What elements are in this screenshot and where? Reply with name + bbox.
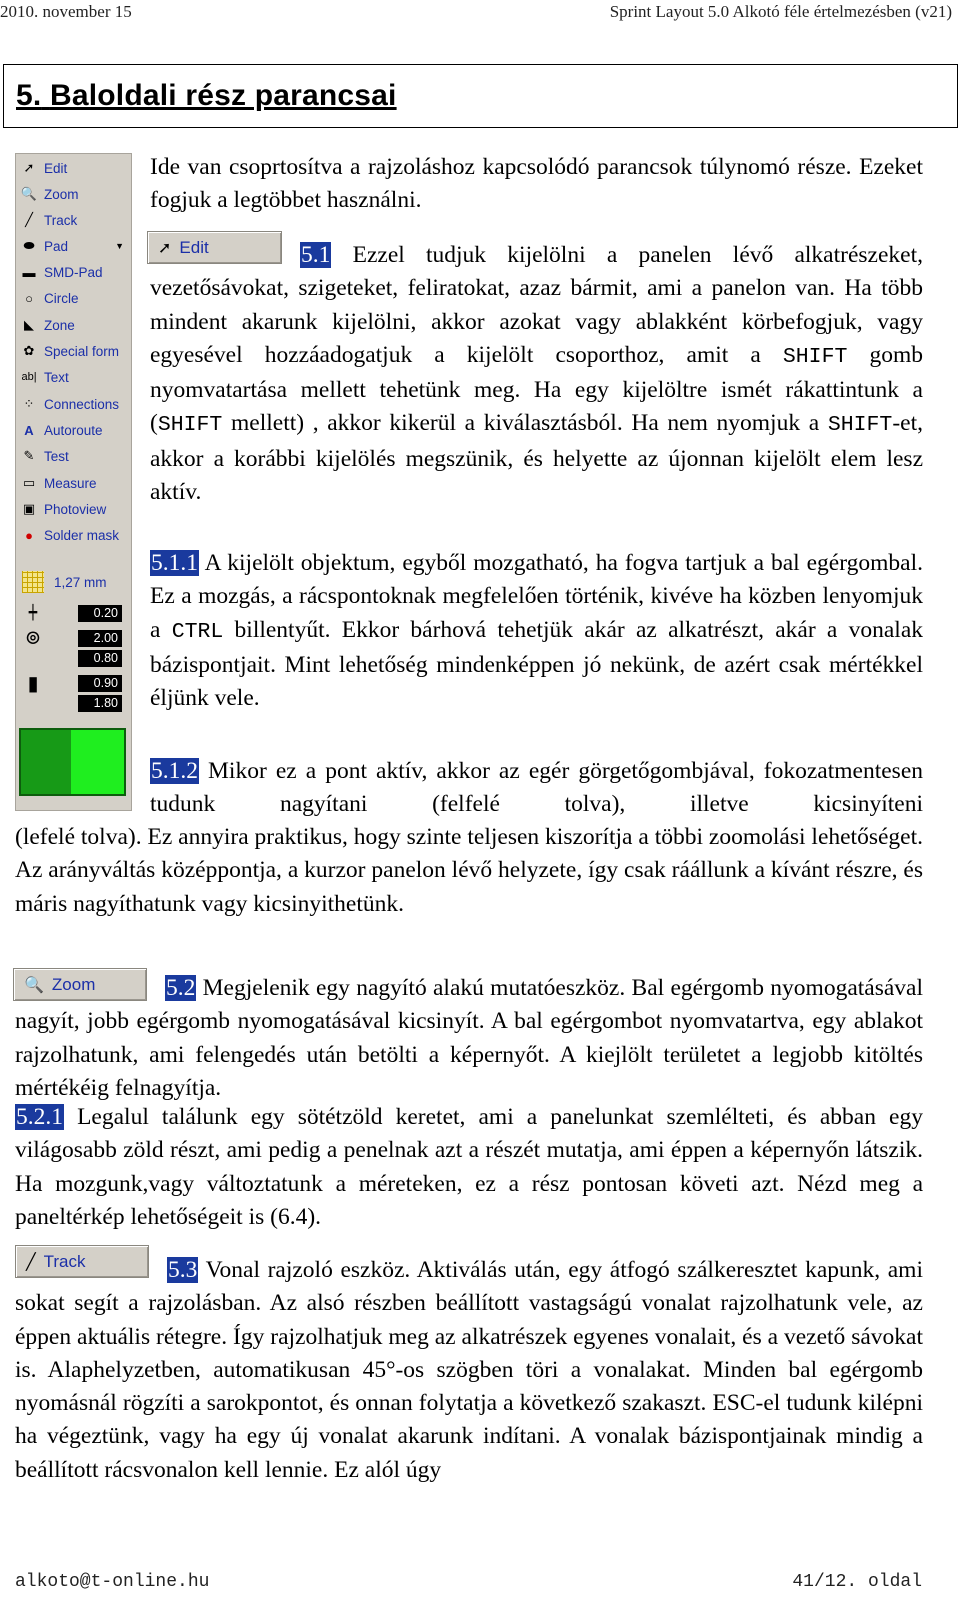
tool-special-form[interactable]: ✿ Special form xyxy=(20,340,130,362)
text-icon: ab| xyxy=(21,371,37,383)
pad-inner-value[interactable]: 0.80 xyxy=(78,650,122,667)
pen-icon: ╱ xyxy=(26,1253,36,1271)
special-form-icon: ✿ xyxy=(23,343,35,358)
connections-icon: ⁘ xyxy=(23,396,35,411)
tool-autoroute[interactable]: A Autoroute xyxy=(20,419,130,441)
dropdown-arrow-icon[interactable]: ▼ xyxy=(115,241,124,251)
minimap-visible-area[interactable] xyxy=(71,730,124,794)
header-doc-title: Sprint Layout 5.0 Alkotó féle értelmezésben (v21) xyxy=(609,2,952,21)
tool-zoom[interactable]: 🔍 Zoom xyxy=(20,186,79,202)
smd-width-value[interactable]: 0.90 xyxy=(78,675,122,692)
zoom-tool-button[interactable]: 🔍 Zoom xyxy=(13,968,147,1001)
footer-page-number: 41/12. oldal xyxy=(792,1572,922,1592)
paragraph-5-2-1: 5.2.1 Legalul találunk egy sötétzöld keretet, ami a panelunkat szemlélteti, és abban egy világosabb zöld részt, ami pedig a penelnak azt a részét mutatja, ami éppen a képernyőn látszik. Ha mozgunk,vagy változtatunk a méreteken, ez a rész pontosan követi azt. Nézd meg a paneltérkép lehetőségeit is (6.4). xyxy=(15,1104,923,1230)
tool-circle[interactable]: ○ Circle xyxy=(20,287,130,309)
grid-value: 1,27 mm xyxy=(54,574,107,590)
grid-setting[interactable] xyxy=(22,571,107,593)
section-number: 5.2.1 xyxy=(16,1104,63,1130)
zone-icon: ◣ xyxy=(24,317,34,332)
circle-icon: ○ xyxy=(25,290,33,306)
chapter-title xyxy=(16,79,397,113)
grid-icon xyxy=(22,571,44,593)
tool-connections[interactable]: ⁘ Connections xyxy=(20,393,130,415)
section-number: 5.1.2 xyxy=(151,758,198,784)
tool-text[interactable]: ab| Text xyxy=(21,369,69,385)
chapter-number: 5. xyxy=(16,79,42,112)
smd-size-icon: ▮ xyxy=(27,672,39,695)
pad-icon: ⬬ xyxy=(23,238,35,253)
paragraph-5-2: 5.2 Megjelenik egy nagyító alakú mutatóeszköz. Bal egérgomb nyomogatásával nagyít, jobb egérgomb nyomogatásával kicsinyít. A bal egérgombot nyomvatartva, egy ablakot rajzolhatunk, ami felengedés után betölti a képernyőt. A kiejlölt területet a legjobb kitöltés mértékéig felnagyítja. xyxy=(15,975,923,1101)
pad-outer-value[interactable]: 2.00 xyxy=(78,630,122,647)
tool-zone[interactable]: ◣ Zone xyxy=(20,314,130,336)
measure-icon: ▭ xyxy=(22,475,36,490)
autoroute-icon: A xyxy=(24,422,34,438)
paragraph-5-1-1: 5.1.1 A kijelölt objektum, egyből mozgatható, ha fogva tartjuk a bal egérgombal. Ez a mozgás, a rácspontoknak megfelelően történik, kivéve ha közben lenyomjuk a CTRL billentyűt. Ekkor bárhová tehetjük akár az alkatrészt, akár a vonalak bázispontjait. Mint lehetőség mindenképpen jó nekünk, de azért csak mértékkel éljünk vele. xyxy=(150,550,923,712)
smd-height-value[interactable]: 1.80 xyxy=(78,695,122,712)
test-icon: ✎ xyxy=(23,448,35,463)
magnifier-icon: 🔍 xyxy=(20,186,38,201)
photoview-icon: ▣ xyxy=(22,501,36,516)
tool-solder-mask[interactable]: ● Solder mask xyxy=(20,524,130,546)
tool-pad[interactable]: ⬬ Pad ▼ xyxy=(20,235,130,257)
header-date: 2010. november 15 xyxy=(0,2,132,21)
tool-smd-pad[interactable]: ▬ SMD-Pad xyxy=(20,261,130,283)
section-number: 5.1.1 xyxy=(151,550,198,576)
tool-test[interactable]: ✎ Test xyxy=(20,445,130,467)
section-number: 5.3 xyxy=(168,1257,198,1283)
smd-pad-icon: ▬ xyxy=(22,264,36,280)
tool-palette xyxy=(15,153,132,811)
panel-minimap[interactable] xyxy=(19,728,126,796)
paragraph-5-1-2-first: 5.1.2 Mikor ez a pont aktív, akkor az egér görgetőgombjával, fokozatmentesen tudunk nagyítani (felfelé tolva), illetve kicsinyíteni xyxy=(150,758,923,818)
edit-tool-button[interactable]: ➚ Edit xyxy=(147,231,282,264)
tool-photoview[interactable]: ▣ Photoview xyxy=(20,498,130,520)
paragraph-5-3: 5.3 Vonal rajzoló eszköz. Aktiválás után, egy átfogó szálkeresztet kapunk, ami sokat segít a rajzolásban. Az alsó részben beállított vastagságú vonalat rajzolhatunk vele, az éppen aktuális rétegre. Így rajzolhatjuk meg az alkatrészek egyenes vonalait, és a vezető sávokat is. Alaphelyzetben, automatikusan 45°-os szögben töri a vonalakat. Minden bal egérgomb nyomásnál rögzíti a sarokpontot, és onnan folytatja a következő szakaszt. ESC-el tudunk kilépni ha végeztünk, vagy ha egy új vonalat akarunk indítani. A vonalak bázispontjainak mindig a beállított rácsvonalon kell lennie. Ez alól úgy xyxy=(15,1257,923,1483)
pen-icon: ╱ xyxy=(25,212,33,227)
footer-email: alkoto@t-online.hu xyxy=(15,1572,210,1592)
cursor-icon: ➚ xyxy=(158,239,172,257)
cursor-icon: ➚ xyxy=(23,160,35,175)
track-tool-button[interactable]: ╱ Track xyxy=(15,1245,149,1278)
track-width-icon: ┿ xyxy=(28,605,38,621)
track-width-value[interactable]: 0.20 xyxy=(78,605,122,622)
paragraph-5-1-2-rest: (lefelé tolva). Ez annyira praktikus, hogy szinte teljesen kiszorítja a többi zoomolási lehetőséget. Az arányváltás középpontja, a kurzor panelon lévő helyzete, így csak ráállunk a kívánt részre, és máris nagyíthatunk vagy kicsinyithetünk. xyxy=(15,824,923,917)
chapter-heading-box xyxy=(3,64,958,128)
magnifier-icon: 🔍 xyxy=(24,976,44,994)
section-number: 5.2 xyxy=(166,975,196,1001)
section-number: 5.1 xyxy=(301,242,331,268)
solder-mask-icon: ● xyxy=(25,527,33,543)
pad-size-icon: ⊚ xyxy=(24,626,42,649)
chapter-title-text: Baloldali rész parancsai xyxy=(49,79,397,112)
tool-edit[interactable]: ➚ Edit xyxy=(20,157,130,179)
tool-track[interactable]: ╱ Track xyxy=(20,209,130,231)
paragraph-5-1: 5.1 Ezzel tudjuk kijelölni a panelen lévő alkatrészeket, vezetősávokat, szigeteket, feliratokat, azaz bármit, ami a panelon van. Ha több mindent akarunk kijelölni, akkor azokat vagy ablakként körbefogjuk, vagy egyesével hozzáadogatjuk a kijelölt csoporthoz, amit a SHIFT gomb nyomvatartása mellett tehetünk meg. Ha egy kijelöltre ismét rákattintunk a (SHIFT mellett) , akkor kikerül a kiválasztásból. Ha nem nyomjuk a SHIFT-et, akkor a korábbi kijelölés megszünik, és helyette az újonnan kijelölt elem lesz aktív. xyxy=(150,242,924,506)
tool-measure[interactable]: ▭ Measure xyxy=(20,472,130,494)
section-intro: Ide van csoprtosítva a rajzoláshoz kapcsolódó parancsok túlynomó része. Ezeket fogjuk a legtöbbet használni. xyxy=(150,154,923,214)
